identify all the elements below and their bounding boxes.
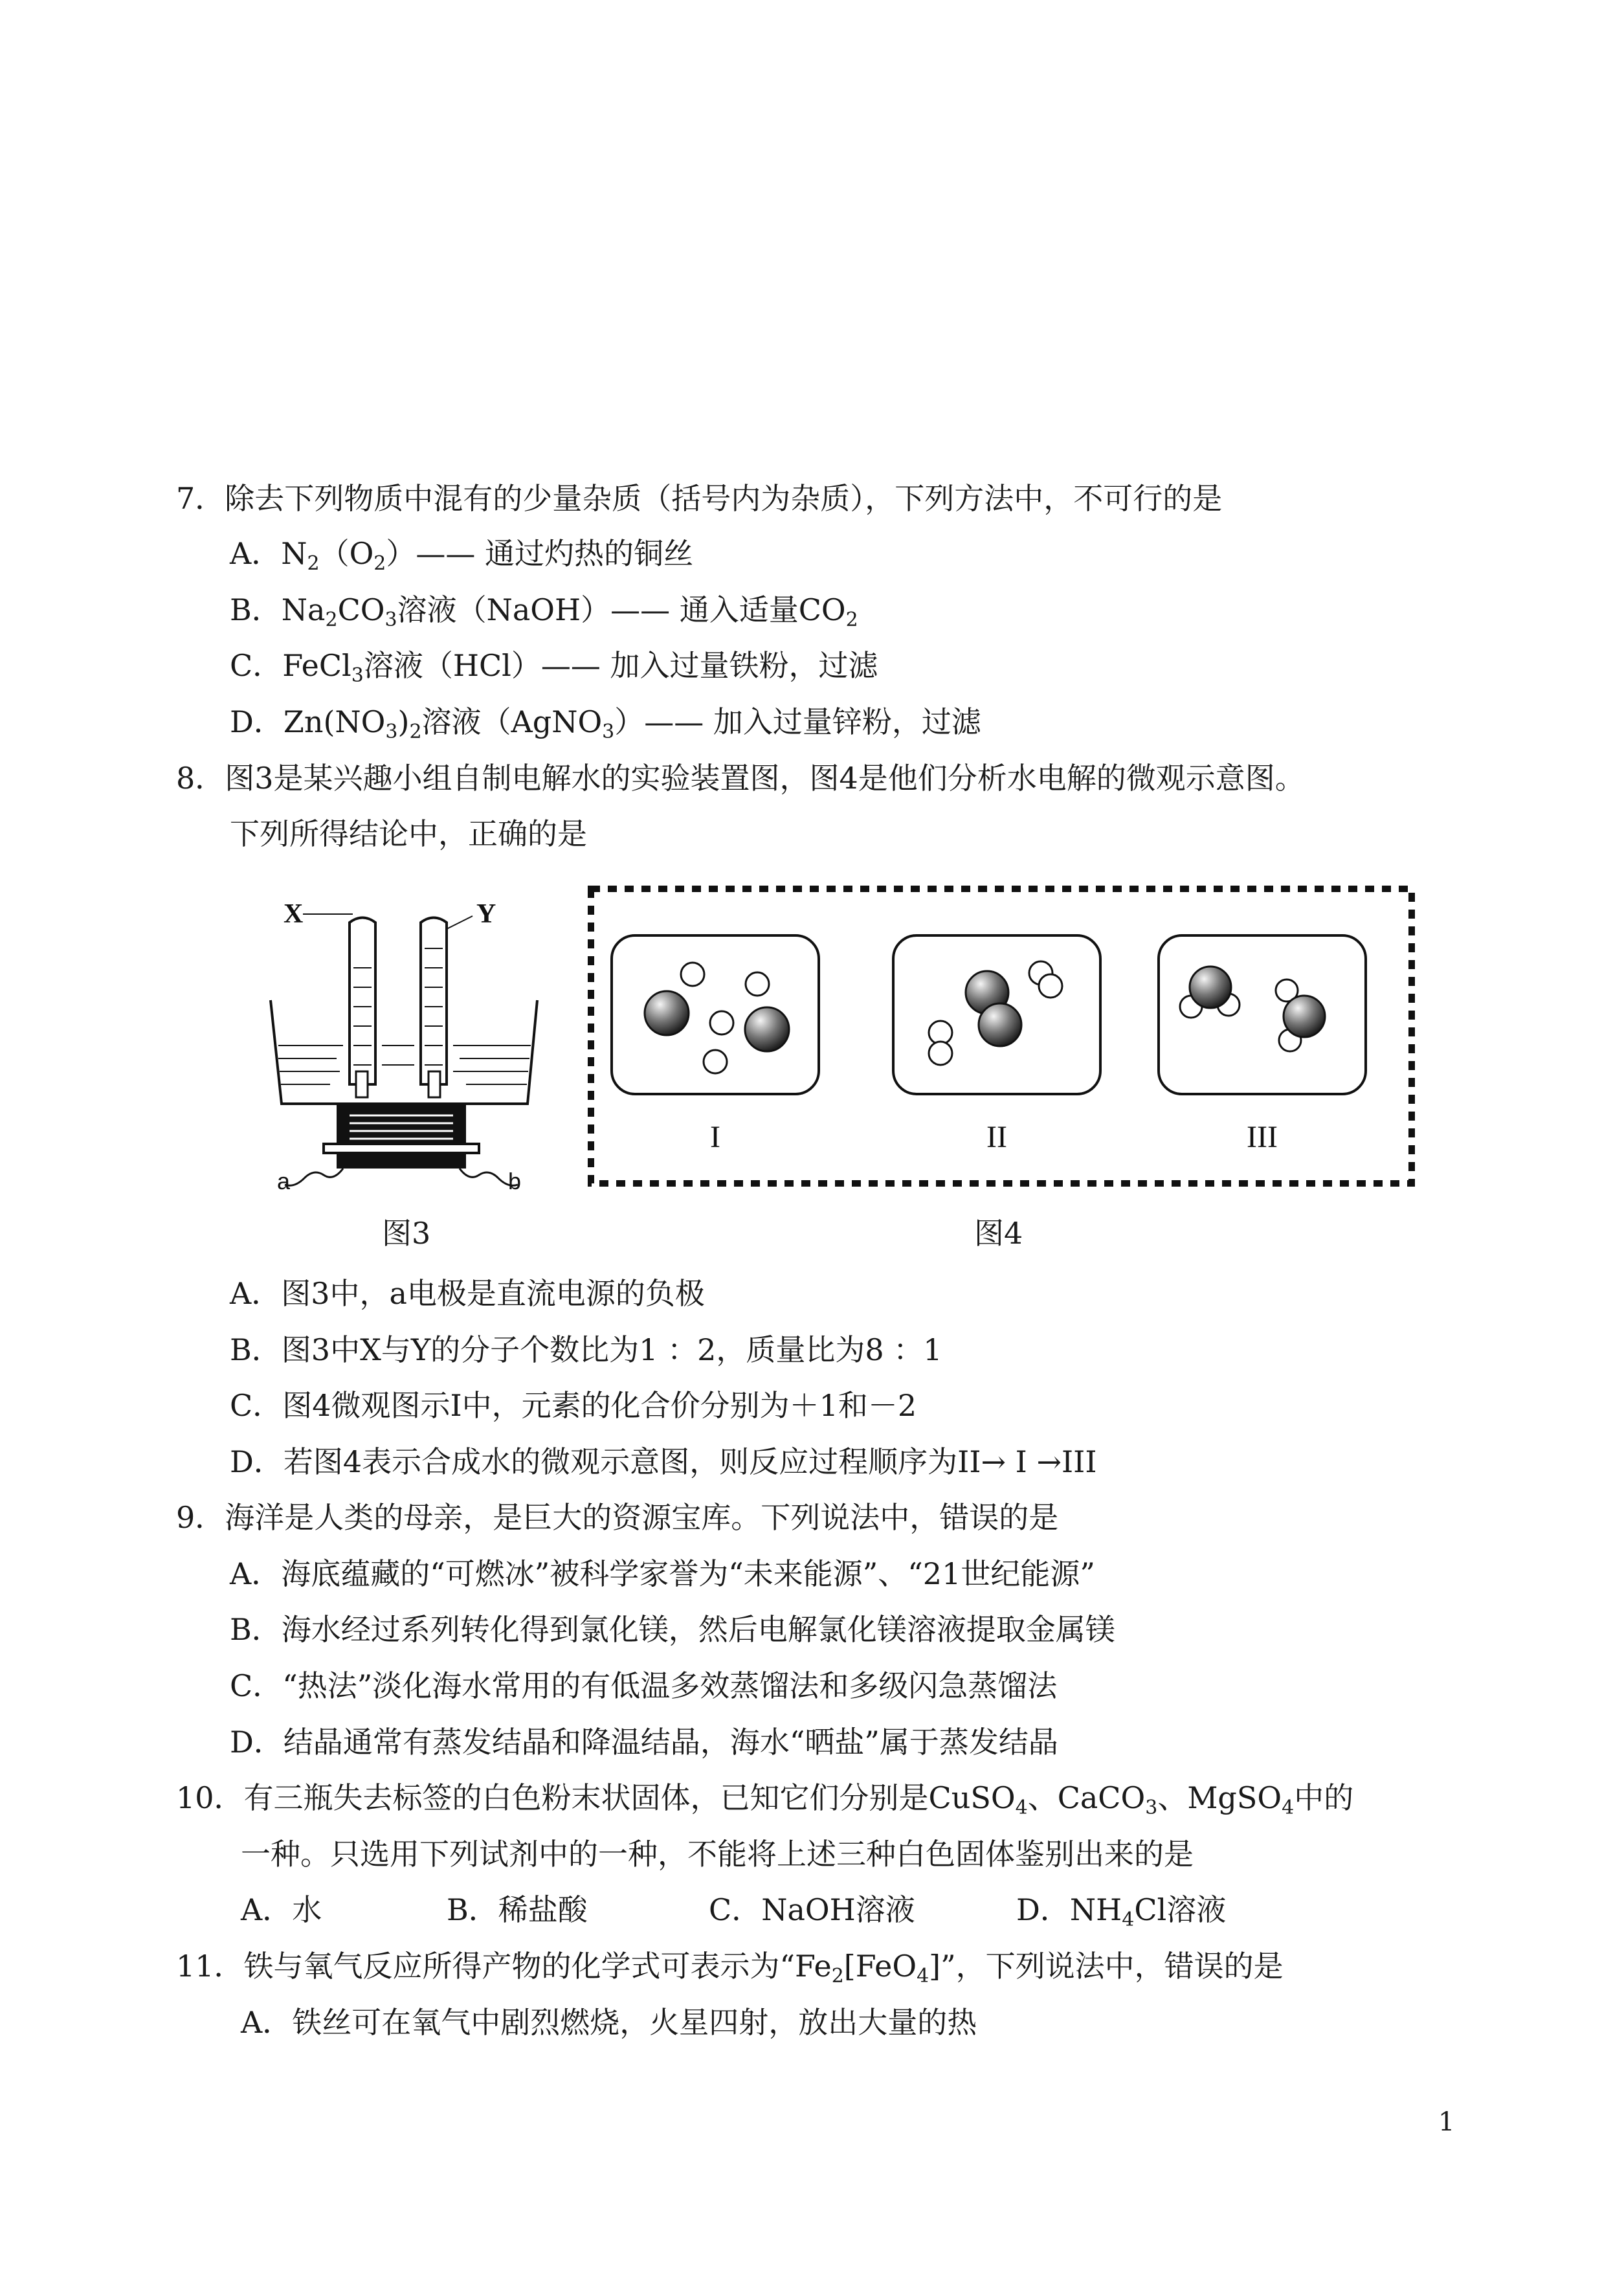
figure-4-caption: 图4: [974, 1216, 1023, 1251]
label-x: X: [284, 899, 304, 929]
q9-option-a: A．海底蕴藏的“可燃冰”被科学家誉为“未来能源”、“21世纪能源”: [230, 1556, 1095, 1591]
q8-stem-line2: 下列所得结论中，正确的是: [230, 816, 587, 851]
q7-option-b: B．$Na_2CO_3$溶液（NaOH）—— 通入适量$CO_2$: [230, 592, 858, 631]
figure-3-electrolysis-apparatus: [259, 877, 544, 1201]
q8-option-b: B．图3中X与Y的分子个数比为1 ：2，质量比为8 ：1: [230, 1332, 942, 1367]
label-y: Y: [476, 899, 496, 929]
q8-option-a: A．图3中，a电极是直流电源的负极: [230, 1276, 705, 1311]
q7-stem: 7．除去下列物质中混有的少量杂质（括号内为杂质），下列方法中，不可行的是: [176, 481, 1223, 516]
q10-stem-line1: 10．有三瓶失去标签的白色粉末状固体，已知它们分别是CuSO$_4$、CaCO$_3$、MgSO$_4$中的: [176, 1780, 1354, 1819]
q11-stem: 11．铁与氧气反应所得产物的化学式可表示为“$Fe_2[FeO_4]$”，下列说法中，错误的是: [176, 1949, 1284, 1987]
q10-option-a: A．水: [241, 1892, 322, 1927]
q9-option-c: C．“热法”淡化海水常用的有低温多效蒸馏法和多级闪急蒸馏法: [230, 1668, 1058, 1703]
label-b: b: [508, 1168, 522, 1194]
panel-3-label: III: [1247, 1120, 1278, 1154]
q10-option-c: C．NaOH溶液: [709, 1892, 915, 1927]
figure-4-microscopic-diagram: [586, 884, 1418, 1194]
q7-option-a: A．$N_2(O_2)——$ 通过灼热的铜丝: [230, 536, 694, 575]
q10-option-d: D．$NH_4Cl$溶液: [1016, 1892, 1227, 1931]
q8-stem-line1: 8．图3是某兴趣小组自制电解水的实验装置图，图4是他们分析水电解的微观示意图。: [176, 761, 1305, 796]
panel-1-label: I: [710, 1120, 720, 1154]
q8-option-d: D．若图4表示合成水的微观示意图，则反应过程顺序为II→ I →III: [230, 1444, 1097, 1479]
q9-stem: 9．海洋是人类的母亲，是巨大的资源宝库。下列说法中，错误的是: [176, 1500, 1059, 1535]
label-a: a: [277, 1168, 291, 1194]
figure-3-caption: 图3: [382, 1216, 431, 1251]
q10-option-b: B．稀盐酸: [447, 1892, 588, 1927]
q9-option-d: D．结晶通常有蒸发结晶和降温结晶，海水“晒盐”属于蒸发结晶: [230, 1725, 1058, 1760]
page-number: 1: [1438, 2107, 1455, 2137]
q10-stem-line2: 一种。只选用下列试剂中的一种，不能将上述三种白色固体鉴别出来的是: [241, 1837, 1194, 1872]
q11-option-a: A．铁丝可在氧气中剧烈燃烧，火星四射，放出大量的热: [241, 2005, 977, 2040]
q7-option-d: D．$Zn(NO_3)_2$溶液（AgNO$_3$）—— 加入过量锌粉，过滤: [230, 704, 981, 743]
q9-option-b: B．海水经过系列转化得到氯化镁，然后电解氯化镁溶液提取金属镁: [230, 1612, 1115, 1647]
q7-option-c: C．FeCl$_3$溶液（HCl）—— 加入过量铁粉，过滤: [230, 648, 878, 687]
q8-option-c: C．图4微观图示I中，元素的化合价分别为＋1和－2: [230, 1388, 917, 1423]
panel-2-label: II: [986, 1120, 1007, 1154]
